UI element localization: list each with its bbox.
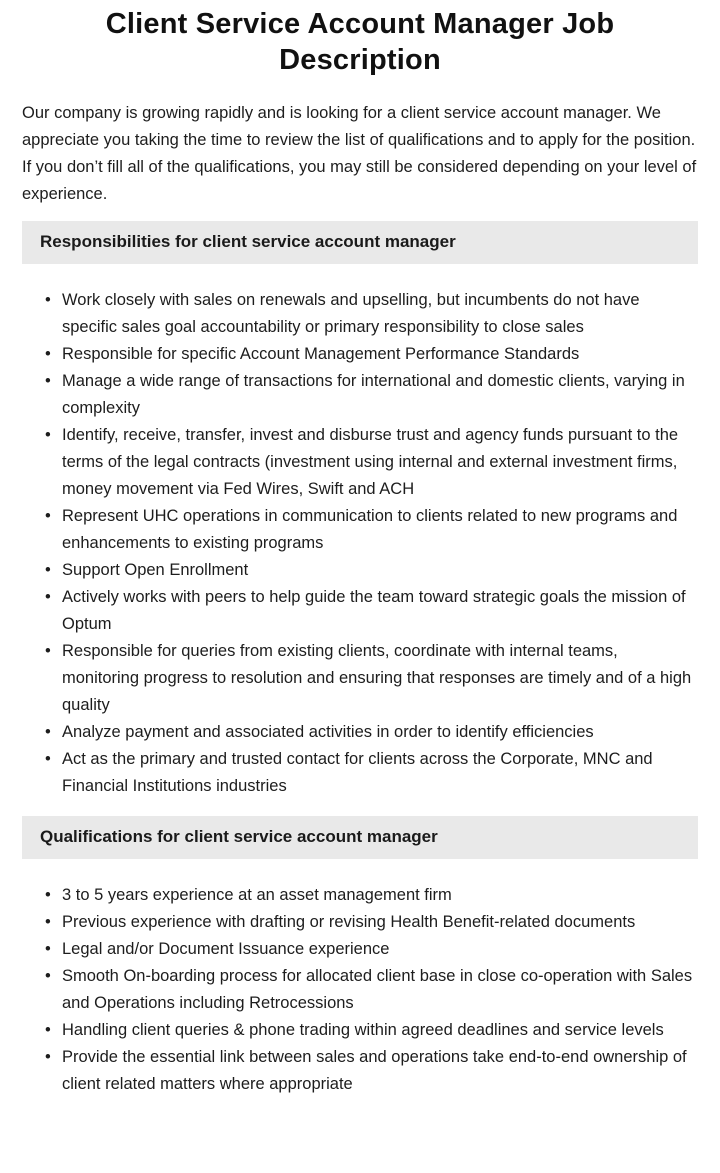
list-item: • Provide the essential link between sales and operations take end-to-end ownership of client related matters where appropriate [62,1044,698,1098]
list-item: • Identify, receive, transfer, invest and disburse trust and agency funds pursuant to the terms of the legal contracts (investment using internal and external investment firms, money movement via Fed Wires, Swift and ACH [62,422,698,503]
section-qualifications [22,816,698,1098]
list-item: • Smooth On-boarding process for allocated client base in close co-operation with Sales and Operations including Retrocessions [62,963,698,1017]
intro-paragraph: Our company is growing rapidly and is looking for a client service account manager. We appreciate you taking the time to review the list of qualifications and to apply for the position. If you don’t fill all of the qualifications, you may still be considered depending on your level of experience. [22,104,697,203]
list-item: • Represent UHC operations in communication to clients related to new programs and enhancements to existing programs [62,503,698,557]
page-title: Client Service Account Manager Job Description [105,8,615,76]
responsibilities-list [22,287,698,800]
list-item: • Actively works with peers to help guide the team toward strategic goals the mission of Optum [62,584,698,638]
section-responsibilities [22,221,698,800]
list-item: • Responsible for specific Account Management Performance Standards [62,341,698,368]
qualifications-list [22,882,698,1098]
list-item: • Handling client queries & phone trading within agreed deadlines and service levels [62,1017,698,1044]
list-item: • Analyze payment and associated activities in order to identify efficiencies [62,719,698,746]
list-item: • Previous experience with drafting or revising Health Benefit-related documents [62,909,698,936]
list-item: • Responsible for queries from existing clients, coordinate with internal teams, monitoring progress to resolution and ensuring that responses are timely and of a high quality [62,638,698,719]
list-item: • 3 to 5 years experience at an asset management firm [62,882,698,909]
list-item: • Manage a wide range of transactions for international and domestic clients, varying in complexity [62,368,698,422]
list-item: • Legal and/or Document Issuance experience [62,936,698,963]
responsibilities-section-heading: Responsibilities for client service account manager [22,221,698,264]
list-item: • Support Open Enrollment [62,557,698,584]
qualifications-section-heading: Qualifications for client service account manager [22,816,698,859]
list-item: • Act as the primary and trusted contact for clients across the Corporate, MNC and Financial Institutions industries [62,746,698,800]
list-item: • Work closely with sales on renewals and upselling, but incumbents do not have specific sales goal accountability or primary responsibility to close sales [62,287,698,341]
